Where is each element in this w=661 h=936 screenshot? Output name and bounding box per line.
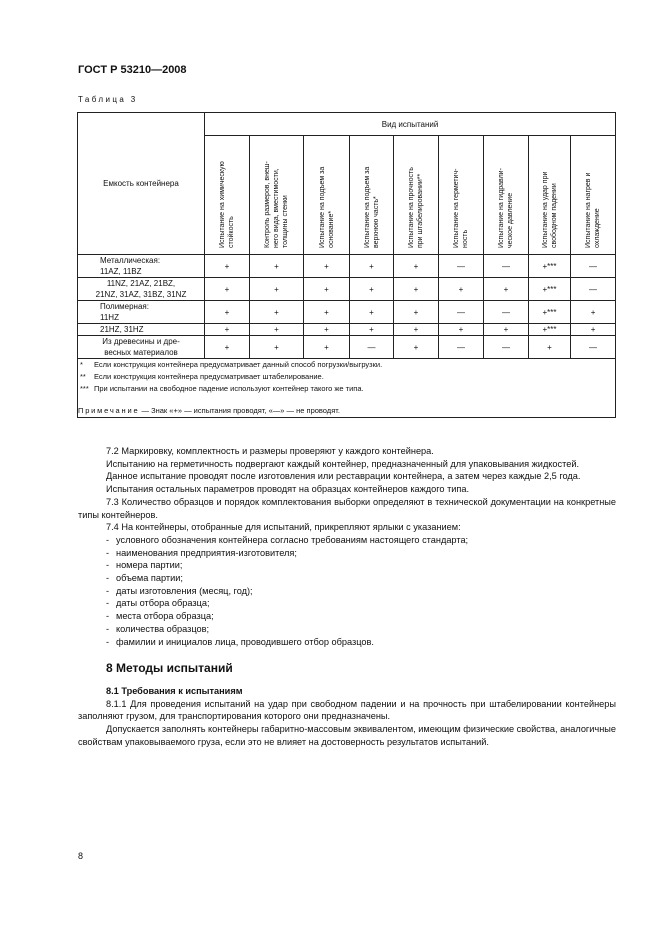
table-cell: +	[350, 255, 394, 278]
table-caption: Таблица 3	[78, 95, 138, 104]
table-row	[78, 278, 616, 301]
label-list	[78, 534, 616, 648]
paragraph-equivalent: Допускается заполнять контейнеры габаритно-массовым эквивалентом, имеющим физические свойства, аналогичные свойствам упаковываемого груза, если это не влияет на достоверность результатов испытаний.	[78, 724, 616, 747]
footnote-text: Если конструкция контейнера предусматривает данный способ погрузки/выгрузки.	[94, 360, 383, 369]
row-label: 21HZ, 31HZ	[78, 324, 205, 336]
list-item	[106, 623, 616, 636]
table-cell: +	[205, 278, 250, 301]
table-cell: +	[571, 301, 616, 324]
table-cell: +	[304, 336, 350, 359]
table-cell: +***	[529, 278, 571, 301]
page-number: 8	[78, 851, 84, 861]
list-item	[106, 559, 616, 572]
list-marker: -	[106, 598, 110, 609]
table-row	[78, 301, 616, 324]
row-label: Металлическая: 11AZ, 11BZ	[78, 255, 205, 278]
table-cell: +	[304, 278, 350, 301]
table-notes	[78, 359, 616, 418]
table-cell: +	[571, 324, 616, 336]
list-marker: -	[106, 636, 110, 647]
list-item-text: фамилии и инициалов лица, проводившего отбор образцов.	[116, 636, 374, 647]
table-cell: —	[439, 301, 484, 324]
paragraph-7-2: 7.2 Маркировку, комплектность и размеры проверяют у каждого контейнера.	[106, 446, 434, 456]
table-cell: —	[439, 336, 484, 359]
table-cell: +	[250, 336, 304, 359]
list-marker: -	[106, 560, 110, 571]
table-cell: +	[250, 255, 304, 278]
table-cell: +	[394, 278, 439, 301]
column-header-label: Испытание на удар при свободном падении	[541, 171, 558, 248]
section-title: 8 Методы испытаний	[106, 661, 233, 676]
table-cell: +	[394, 336, 439, 359]
footnote	[80, 383, 615, 395]
column-header-4	[350, 136, 394, 255]
column-header-5	[394, 136, 439, 255]
document-header: ГОСТ Р 53210—2008	[78, 64, 187, 76]
subsection-title: 8.1 Требования к испытаниям	[106, 685, 243, 696]
table-cell: +	[205, 324, 250, 336]
column-header-1	[205, 136, 250, 255]
list-item	[106, 547, 616, 560]
column-header-label: Испытание на прочность при штабелировании**	[408, 167, 424, 248]
list-item	[106, 585, 616, 598]
table-cell: —	[571, 278, 616, 301]
table-cell: +	[484, 278, 529, 301]
footnote-mark: *	[80, 360, 83, 369]
list-item-text: номера партии;	[116, 560, 183, 571]
note-label: Примечание	[78, 406, 140, 415]
column-header-label: Контроль размеров, внеш- него вида, вместимости, толщины стенки	[264, 161, 289, 248]
list-item	[106, 572, 616, 585]
footnote-mark: **	[80, 372, 86, 381]
column-header-9	[571, 136, 616, 255]
footnote-mark: ***	[80, 384, 89, 393]
group-header-cell: Вид испытаний	[205, 113, 616, 136]
table-cell: +	[304, 301, 350, 324]
row-header-cell: Емкость контейнера	[78, 113, 205, 255]
footnote	[80, 371, 615, 383]
table-cell: +	[250, 278, 304, 301]
table-cell: +	[205, 255, 250, 278]
column-header-6	[439, 136, 484, 255]
row-label: 11NZ, 21AZ, 21BZ, 21NZ, 31AZ, 31BZ, 31NZ	[78, 278, 205, 301]
footnote-text: При испытании на свободное падение используют контейнер такого же типа.	[94, 384, 364, 393]
list-marker: -	[106, 547, 110, 558]
table-cell: +	[350, 301, 394, 324]
body-text	[78, 445, 616, 748]
column-header-label: Испытание на нагрев и охлаждение	[585, 172, 602, 248]
list-marker: -	[106, 534, 110, 545]
table-cell: —	[571, 336, 616, 359]
list-marker: -	[106, 623, 110, 634]
list-item	[106, 610, 616, 623]
table-cell: +	[394, 324, 439, 336]
table-row	[78, 255, 616, 278]
table-cell: +	[205, 336, 250, 359]
column-header-label: Испытание на подъем за верхнюю часть*	[363, 166, 380, 248]
tests-table	[77, 112, 616, 418]
list-item-text: объема партии;	[116, 573, 183, 584]
column-header-label: Испытание на подъем за основание*	[318, 166, 335, 248]
table-row	[78, 324, 616, 336]
list-marker: -	[106, 585, 110, 596]
list-item	[106, 636, 616, 649]
table-cell: +	[350, 324, 394, 336]
table-cell: +***	[529, 301, 571, 324]
table-cell: —	[484, 255, 529, 278]
column-header-7	[484, 136, 529, 255]
table-cell: —	[484, 301, 529, 324]
note-text: — Знак «+» — испытания проводят, «—» — не проводят.	[139, 406, 340, 415]
table-cell: +	[529, 336, 571, 359]
column-header-label: Испытание на химическую стойкость	[219, 161, 235, 248]
list-item-text: наименования предприятия-изготовителя;	[116, 547, 297, 558]
column-header-8	[529, 136, 571, 255]
list-marker: -	[106, 573, 110, 584]
list-item-text: условного обозначения контейнера согласно требованиям настоящего стандарта;	[116, 534, 469, 545]
table-note	[78, 405, 615, 417]
table-cell: +	[205, 301, 250, 324]
table-cell: +	[304, 324, 350, 336]
paragraph-8-1-1: 8.1.1 Для проведения испытаний на удар при свободном падении и на прочность при штабелировании контейнеры заполняют грузом, для транспортирования которого они предназначены.	[78, 698, 616, 722]
table-cell: +	[250, 301, 304, 324]
row-label: Полимерная: 11HZ	[78, 301, 205, 324]
column-header-2	[250, 136, 304, 255]
table-cell: +***	[529, 324, 571, 336]
list-item-text: даты отбора образца;	[116, 598, 210, 609]
table-cell: +***	[529, 255, 571, 278]
table-row	[78, 336, 616, 359]
table-cell: —	[484, 336, 529, 359]
list-item	[106, 597, 616, 610]
footnote	[80, 359, 615, 371]
footnote-text: Если конструкция контейнера предусматривает штабелирование.	[94, 372, 324, 381]
table-cell: +	[394, 255, 439, 278]
table-cell: +	[304, 255, 350, 278]
list-item-text: количества образцов;	[116, 623, 210, 634]
paragraph-7-3: 7.3 Количество образцов и порядок комплектования выборки определяют в технической документации на конкретные типы контейнеров.	[78, 496, 616, 520]
list-item-text: даты изготовления (месяц, год);	[116, 585, 253, 596]
paragraph-tightness: Испытанию на герметичность подвергают каждый контейнер, предназначенный для упаковывания жидкостей.	[106, 458, 580, 469]
paragraph-other-params: Испытания остальных параметров проводят на образцах контейнеров каждого типа.	[106, 484, 470, 495]
column-header-label: Испытание на гидравли- ческое давление	[498, 168, 514, 248]
table-cell: +	[439, 324, 484, 336]
table-cell: +	[484, 324, 529, 336]
column-header-label: Испытание на герметич- ность	[453, 168, 469, 248]
row-label: Из древесины и дре- весных материалов	[78, 336, 205, 359]
list-item	[106, 534, 616, 547]
list-marker: -	[106, 611, 110, 622]
column-header-3	[304, 136, 350, 255]
table-cell: +	[394, 301, 439, 324]
table-cell: —	[571, 255, 616, 278]
table-cell: +	[439, 278, 484, 301]
paragraph-7-4: 7.4 На контейнеры, отобранные для испытаний, прикрепляют ярлыки с указанием:	[106, 522, 461, 533]
table-cell: +	[350, 278, 394, 301]
list-item-text: места отбора образца;	[116, 611, 214, 622]
paragraph-test-period: Данное испытание проводят после изготовления или реставрации контейнера, а затем через каждые 2,5 года.	[106, 471, 581, 482]
table-cell: —	[439, 255, 484, 278]
table-cell: +	[250, 324, 304, 336]
table-cell: —	[350, 336, 394, 359]
